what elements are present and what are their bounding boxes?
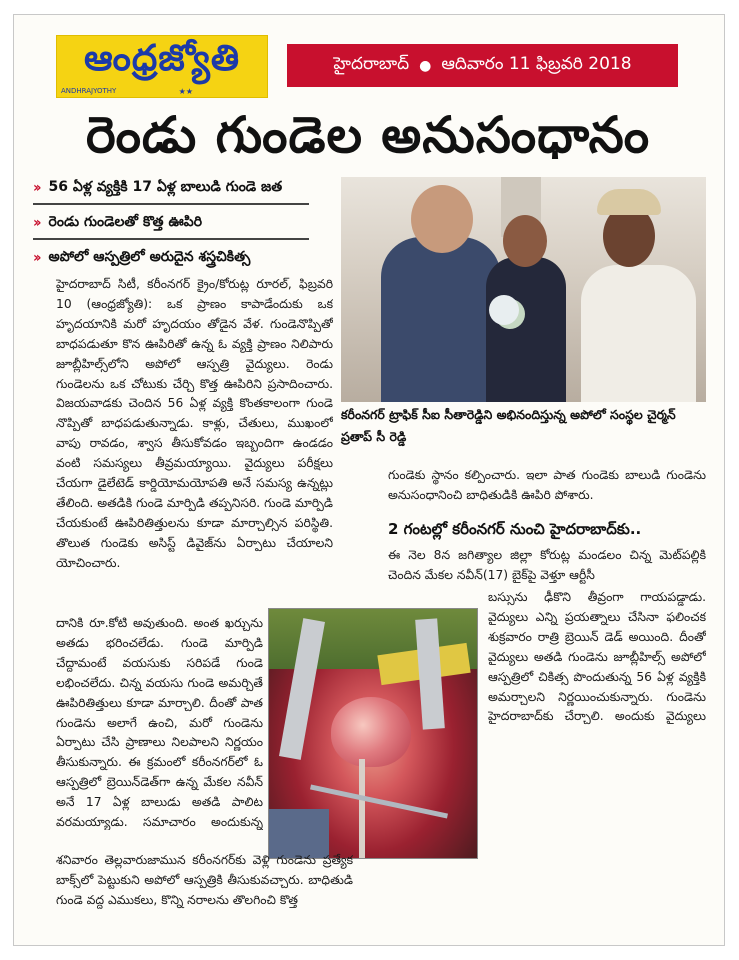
divider bbox=[33, 238, 309, 240]
dateline-city: హైదరాబాద్ bbox=[333, 53, 410, 74]
photo-chairman-greeting bbox=[341, 177, 706, 402]
dateline-banner bbox=[287, 44, 678, 87]
divider bbox=[33, 203, 309, 205]
heart-icon bbox=[331, 697, 411, 767]
double-arrow-icon: ›› bbox=[33, 215, 39, 231]
article-body-right-a: ఈ నెల 8న జగిత్యాల జిల్లా కోరుట్ల మండలం చిన్న మెట్‌పల్లికి చెందిన మేకల నవీన్(17) బైక్‌పై వెళ్తూ ఆర్టీసీ bbox=[388, 548, 706, 582]
article-body-right-c bbox=[488, 728, 706, 928]
bullet-dot-icon: ● bbox=[419, 57, 432, 74]
subhead-2 bbox=[33, 209, 202, 237]
logo-text: ఆంధ్రజ్యోతి bbox=[83, 38, 241, 79]
newspaper-logo bbox=[56, 35, 268, 98]
double-arrow-icon: ›› bbox=[33, 180, 39, 196]
article-headline: రెండు గుండెల అనుసంధానం bbox=[85, 106, 651, 164]
photo-heart-surgery bbox=[268, 608, 478, 859]
section-heading: 2 గంటల్లో కరీంనగర్ నుంచి హైదరాబాద్‌కు.. bbox=[388, 520, 642, 538]
logo-subtitle: ANDHRAJYOTHY bbox=[61, 87, 117, 95]
logo-stars-icon: ★★ bbox=[178, 87, 193, 96]
article-body-column-top: హైదరాబాద్ సిటీ, కరీంనగర్ క్రైం/కోరుట్ల రూరల్, ఫిబ్రవరి 10 (ఆంధ్రజ్యోతి): ఒక ప్రాణం కాపాడేందుకు ఒక హృదయానికి మరో హృదయం తోడైన వేళ. గుండెనొప్పితో బాధపడుతూ కొన ఊపిరితో ఉన్న ఓ వ్యక్తి ప్రాణం నిలిపారు జూబ్లీహిల్స్‌లోని అపోలో ఆస్పత్రి వైద్యులు. రెండు గుండెలను ఒక చోటుకు చేర్చి కొత్త ఊపిరిని ప్రసాదించారు. విజయవాడకు చెందిన 56 ఏళ్ల వ్యక్తి కొంతకాలంగా గుండె నొప్పితో బాధపడుతున్నాడు. కాళ్లు, చేతులు, ముఖంలో వాపు రావడం, శ్వాస తీసుకోవడం ఇబ్బందిగా ఉండడం వంటి సమస్యలు తీవ్రమయ్యాయి. వైద్యులు పరీక్షలు చేయగా డైలేటెడ్ కార్డియోమయోపతి అనే సమస్య ఉన్నట్లు తేలింది. అతడికి గుండె మార్పిడి తప్పనిసరి. గుండె మార్పిడి చేయకుంటే ఊపిరితిత్తులను కూడా మార్చాల్సిన పరిస్థితి. తొలుత గుండెకు అసిస్ట్ డివైజ్‌ను ఏర్పాటు చేయాలని యోచించారు. bbox=[56, 277, 333, 570]
subhead-text: రెండు గుండెలతో కొత్త ఊపిరి bbox=[48, 213, 203, 230]
dateline-date: ఆదివారం 11 ఫిబ్రవరి 2018 bbox=[441, 53, 632, 74]
double-arrow-icon: ›› bbox=[33, 250, 39, 266]
article-body-column-mid: దానికి రూ.కోటి అవుతుంది. అంత ఖర్చును అతడు భరించలేడు. గుండె మార్పిడి చేద్దామంటే వయసుకు సరిపడే గుండె లభించలేదు. చిన్న వయసు గుండె అమర్చితే ఊపిరితిత్తులు కూడా మార్చాలి. దీంతో పాత గుండెను అలాగే ఉంచి, మరో గుండెను ఏర్పాటు చేసి ప్రాణాలు నిలపాలని నిర్ణయం తీసుకున్నారు. ఈ క్రమంలో కరీంనగర్‌లో ఓ ఆస్పత్రిలో బ్రెయిన్‌డెత్‌గా ఉన్న మేకల నవీన్ అనే 17 ఏళ్ల బాలుడు అతడి పాలిట వరమయ్యాడు. సమాచారం అందుకున్న bbox=[56, 616, 263, 830]
subhead-1 bbox=[33, 174, 282, 202]
subhead-text: అపోలో ఆస్పత్రిలో అరుదైన శస్త్రచికిత్స bbox=[48, 248, 251, 265]
subhead-text: 56 ఏళ్ల వ్యక్తికి 17 ఏళ్ల బాలుడి గుండె జత bbox=[48, 178, 283, 195]
photo-caption: కరీంనగర్ ట్రాఫిక్ సీఐ సీతారెడ్డిని అభినందిస్తున్న అపోలో సంస్థల చైర్మన్ ప్రతాప్ సీ రెడ్డి bbox=[341, 407, 676, 444]
subhead-3 bbox=[33, 244, 250, 272]
article-body-right-top: గుండెకు స్థానం కల్పించారు. ఇలా పాత గుండెకు బాలుడి గుండెను అనుసంధానించి బాధితుడికి ఊపిరి పోశారు. bbox=[388, 468, 706, 502]
article-body-right-b: బస్సును ఢీకొని తీవ్రంగా గాయపడ్డాడు. వైద్యులు ఎన్ని ప్రయత్నాలు చేసినా ఫలించక శుక్రవారం రాత్రి బ్రెయిన్ డెడ్ అయింది. దీంతో వైద్యులు అతడి గుండెను జూబ్లీహిల్స్ అపోలో ఆస్పత్రిలో చికిత్స పొందుతున్న 56 ఏళ్ల వ్యక్తికి అమర్చాలని నిర్ణయించుకున్నారు. గుండెను హైదరాబాద్‌కు చేర్చాలి. అందుకు వైద్యులు bbox=[488, 590, 706, 724]
article-body-column-bottom: శనివారం తెల్లవారుజామున కరీంనగర్‌కు వెళ్లి గుండెను ప్రత్యేక బాక్స్‌లో పెట్టుకుని అపోలో ఆస్పత్రికి తీసుకువచ్చారు. బాధితుడి గుండె వద్ద ఎముకలు, కొన్ని నరాలను తొలగించి కొత్త bbox=[56, 853, 353, 907]
